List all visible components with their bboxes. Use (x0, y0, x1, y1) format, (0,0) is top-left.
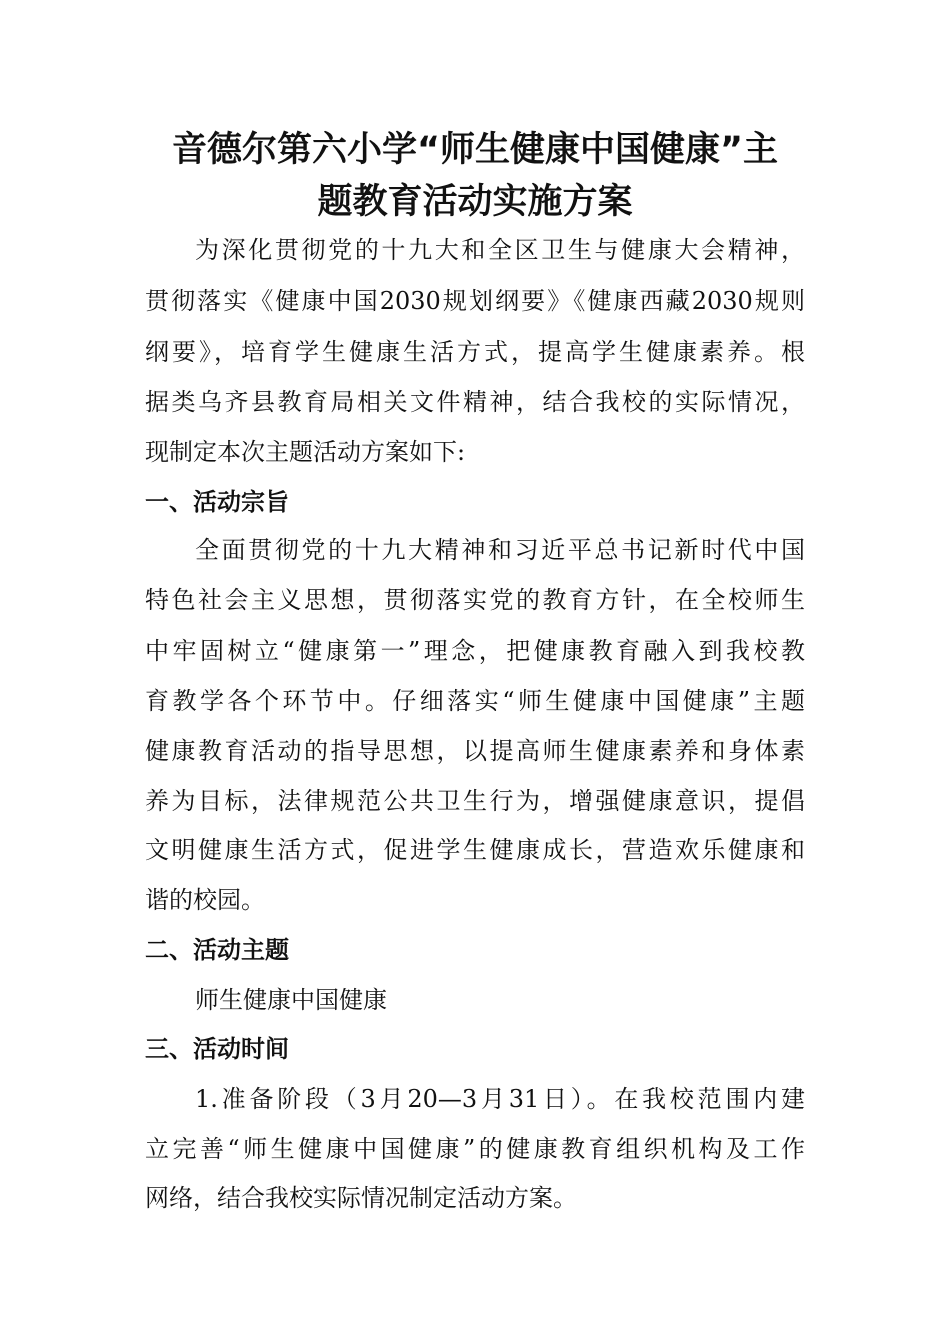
section-1-line-3: 中牢固树立“健康第一”理念，把健康教育融入到我校教 (145, 637, 805, 665)
intro-line-3: 纲要》，培育学生健康生活方式，提高学生健康素养。根 (145, 338, 805, 366)
intro-line-2: 贯彻落实《健康中国2030规划纲要》《健康西藏2030规则 (145, 287, 805, 315)
intro-line-5: 现制定本次主题活动方案如下: (145, 438, 466, 466)
section-1-line-2: 特色社会主义思想，贯彻落实党的教育方针，在全校师生 (145, 586, 805, 614)
section-1-line-8: 谐的校园。 (145, 886, 265, 914)
section-1-line-6: 养为目标，法律规范公共卫生行为，增强健康意识，提倡 (145, 787, 805, 815)
section-1-line-7: 文明健康生活方式，促进学生健康成长，营造欢乐健康和 (145, 836, 805, 864)
section-3-line-2: 立完善“师生健康中国健康”的健康教育组织机构及工作 (145, 1135, 805, 1163)
section-2-text: 师生健康中国健康 (195, 986, 387, 1014)
section-1-line-5: 健康教育活动的指导思想，以提高师生健康素养和身体素 (145, 737, 805, 765)
document-title-line-2: 题教育活动实施方案 (317, 182, 633, 222)
section-1-line-4: 育教学各个环节中。仔细落实“师生健康中国健康”主题 (145, 687, 805, 715)
section-2-heading: 二、活动主题 (145, 936, 289, 964)
intro-line-1: 为深化贯彻党的十九大和全区卫生与健康大会精神， (195, 236, 805, 264)
section-3-line-3: 网络，结合我校实际情况制定活动方案。 (145, 1184, 577, 1212)
document-title-line-1: 音德尔第六小学“师生健康中国健康”主 (171, 130, 778, 170)
section-3-heading: 三、活动时间 (145, 1035, 289, 1063)
section-1-line-1: 全面贯彻党的十九大精神和习近平总书记新时代中国 (195, 536, 805, 564)
intro-line-4: 据类乌齐县教育局相关文件精神，结合我校的实际情况， (145, 388, 805, 416)
section-3-line-1: 1.准备阶段（3月20—3月31日）。在我校范围内建 (195, 1085, 805, 1113)
section-1-heading: 一、活动宗旨 (145, 488, 289, 516)
